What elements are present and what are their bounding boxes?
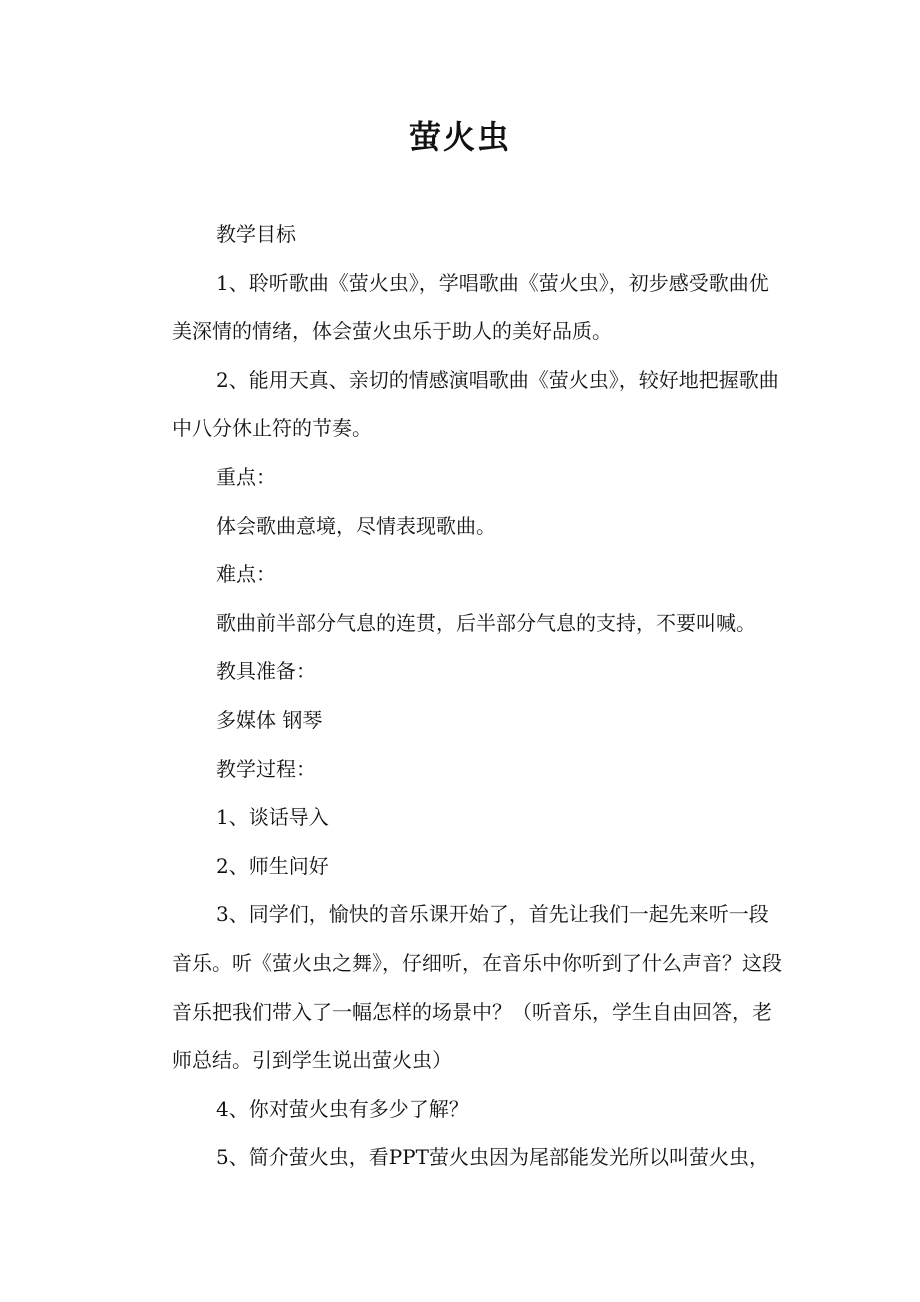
paragraph-key-point-heading: 重点： <box>216 464 276 489</box>
document-title: 萤火虫 <box>408 118 511 156</box>
paragraph-materials-heading: 教具准备： <box>216 659 316 684</box>
paragraph-teaching-goals-heading: 教学目标 <box>216 222 296 246</box>
document-body <box>172 210 784 1182</box>
paragraph-step-3: 3、同学们，愉快的音乐课开始了，首先让我们一起先来听一段音乐。听《萤火虫之舞》，仔细听，在音乐中你听到了什么声音？这段音乐把我们带入了一幅怎样的场景中？（听音乐，学生自由回答，老师总结。引到学生说出萤火虫） <box>172 902 782 1073</box>
paragraph-difficulty: 歌曲前半部分气息的连贯，后半部分气息的支持，不要叫喊。 <box>216 610 756 635</box>
paragraph-goal-1: 1、聆听歌曲《萤火虫》，学唱歌曲《萤火虫》，初步感受歌曲优美深情的情绪，体会萤火虫乐于助人的美好品质。 <box>172 270 769 344</box>
paragraph-process-heading: 教学过程： <box>216 756 316 781</box>
paragraph-key-point: 体会歌曲意境，尽情表现歌曲。 <box>216 513 496 538</box>
paragraph-step-5: 5、简介萤火虫，看PPT萤火虫因为尾部能发光所以叫萤火虫， <box>216 1145 769 1170</box>
paragraph-materials: 多媒体 钢琴 <box>216 707 323 732</box>
paragraph-goal-2: 2、能用天真、亲切的情感演唱歌曲《萤火虫》，较好地把握歌曲中八分休止符的节奏。 <box>172 367 779 441</box>
paragraph-difficulty-heading: 难点： <box>216 562 276 587</box>
paragraph-step-4: 4、你对萤火虫有多少了解？ <box>216 1096 469 1121</box>
paragraph-step-2: 2、师生问好 <box>216 853 329 878</box>
paragraph-step-1: 1、谈话导入 <box>216 805 329 830</box>
